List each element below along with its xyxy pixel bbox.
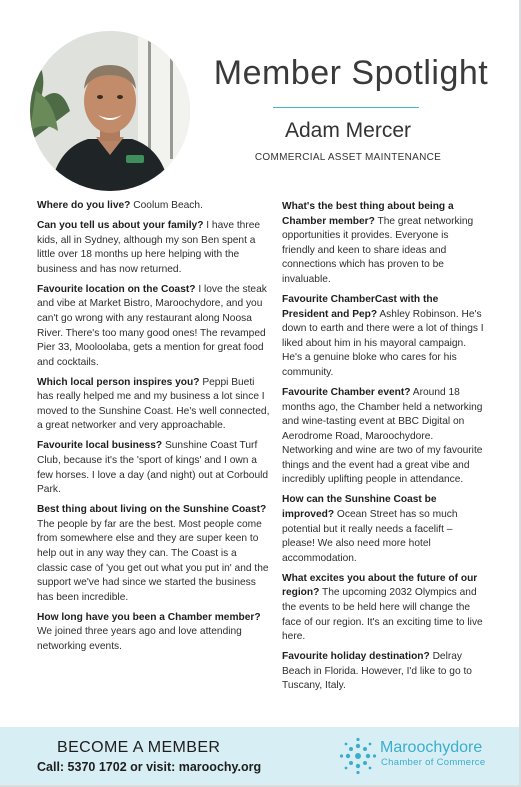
chamber-logo-subtitle: Chamber of Commerce [381,757,486,768]
question: Favourite ChamberCast with the President and Pep? [282,293,439,320]
qa-item [282,493,484,566]
qa-item [37,503,270,605]
question: Favourite location on the Coast? [37,283,196,295]
answer: I love the steak and vibe at Market Bistro, Maroochydore, and you can't go wrong with any restaurant along Noosa River. There's too many good ones! The revamped Pier 33, Mooloolaba, gets a mention for great food and cocktails. [37,283,267,368]
answer: Ashley Robinson. He's down to earth and there were a lot of things I liked about him in his mayoral campaign. He's a genuine bloke who cares for his community. [282,308,484,378]
cta-contact: Call: 5370 1702 or visit: maroochy.org [37,760,262,774]
question: Which local person inspires you? [37,376,200,388]
chamber-logo-name: Maroochydore [380,739,483,756]
answer: Delray Beach in Florida. However, I'd like to go to Tuscany, Italy. [282,651,472,692]
cta-heading: BECOME A MEMBER [57,739,221,756]
answer: Around 18 months ago, the Chamber held a networking and wine-tasting event at BBC Digital on Aerodrome Road, Maroochydore. Networking and wine are two of my favourite things and the event had a great vibe and incredibly uplifting people in attendance. [282,386,483,486]
answer: We joined three years ago and love attending networking events. [37,626,242,652]
answer: Coolum Beach. [133,200,203,211]
answer: The upcoming 2032 Olympics and the events to be held here will change the face of our region. It's an exciting time to live here. [282,587,483,643]
question: Best thing about living on the Sunshine Coast? [37,504,267,516]
qa-item [282,650,484,694]
qa-item [282,386,484,488]
member-name: Adam Mercer [284,119,412,142]
qa-item [282,572,484,645]
answer: The people by far are the best. Most people come from somewhere else and they are super keen to help out in any way they can. The Coast is a classic case of 'you get out what you put in' and the support we've had since we started the business has been incredible. [37,518,269,603]
qa-item [37,283,270,371]
qa-column-right [282,200,484,699]
question: How long have you been a Chamber member? [37,611,261,623]
question: Can you tell us about your family? [37,219,204,231]
qa-item [37,439,270,497]
title-divider [273,107,419,108]
answer: Sunshine Coast Turf Club, because it's the 'sport of kings' and I own a few horses. I love a day (and night) out at Corbould Park. [37,440,269,496]
qa-item [282,293,484,381]
page-title: Member Spotlight [213,54,489,92]
qa-item [37,199,270,214]
qa-column-left [37,199,270,660]
question: Where do you live? [37,200,131,211]
question: Favourite local business? [37,440,163,452]
question: Favourite Chamber event? [282,386,411,398]
portrait-photo [30,31,190,191]
member-business: COMMERCIAL ASSET MAINTENANCE [254,152,442,163]
qa-item [37,376,270,434]
chamber-logo-mark-icon [339,737,377,775]
answer: Peppi Bueti has really helped me and my business a lot since I moved to the Sunshine Coast. He's well connected, a great networker and very approachable. [37,376,270,432]
question: How can the Sunshine Coast be improved? [282,494,437,521]
membership-footer [0,727,519,785]
question: Favourite holiday destination? [282,651,430,663]
answer: The great networking opportunities it provides. Everyone is friendly and keen to share ideas and connections which has proven to be invaluable. [282,215,474,285]
answer: I have three kids, all in Sydney, although my son Ben spent a little over 18 months up here helping with the business and has now returned. [37,219,261,275]
qa-item [282,200,484,288]
qa-item [37,219,270,277]
qa-item [37,611,270,655]
answer: Ocean Street has so much potential but it really needs a facelift – please! We also need more hotel accommodation. [282,509,458,564]
question: What excites you about the future of our region? [282,572,478,599]
question: What's the best thing about being a Chamber member? [282,201,454,227]
